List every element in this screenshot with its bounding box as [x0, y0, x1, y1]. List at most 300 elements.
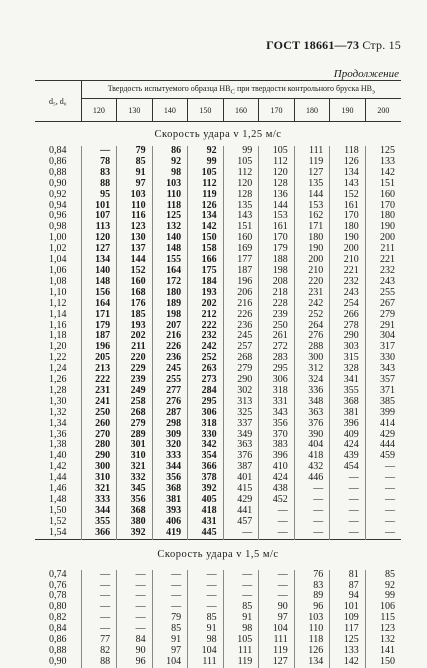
hardness-cell: 406 — [152, 517, 188, 528]
table-row — [35, 506, 401, 517]
section-header — [35, 122, 401, 147]
hardness-cell: 106 — [365, 602, 401, 613]
hardness-cell: 415 — [223, 484, 259, 495]
diameter-cell: 0,86 — [49, 155, 67, 167]
diameter-cell: 1,00 — [49, 232, 67, 244]
hardness-cell: 169 — [223, 244, 259, 255]
hardness-cell: 396 — [259, 451, 295, 462]
hardness-cell: 155 — [152, 255, 188, 266]
hardness-cell: — — [188, 591, 224, 602]
diameter-cell: 1,28 — [49, 384, 67, 396]
hardness-cell: — — [330, 517, 366, 528]
hardness-cell: 261 — [259, 331, 295, 342]
hardness-cell: 141 — [365, 646, 401, 657]
hardness-cell: 255 — [152, 375, 188, 386]
hardness-cell: 161 — [259, 222, 295, 233]
diameter-cell: 1,42 — [49, 461, 67, 473]
hardness-cell: — — [81, 146, 117, 157]
hardness-cell: 431 — [188, 517, 224, 528]
hardness-cell: 184 — [188, 277, 224, 288]
hardness-cell: 393 — [152, 506, 188, 517]
hardness-cell: 97 — [152, 646, 188, 657]
hardness-cell: 166 — [188, 255, 224, 266]
hardness-cell: 349 — [223, 430, 259, 441]
hardness-cell: 454 — [330, 462, 366, 473]
hardness-cell: 272 — [259, 342, 295, 353]
hardness-cell: 252 — [188, 353, 224, 364]
hardness-cell: 140 — [152, 233, 188, 244]
diameter-cell: 1,02 — [49, 243, 67, 255]
hardness-cell: — — [117, 624, 153, 635]
column-header: 200 — [365, 99, 401, 122]
hardness-note-sub: э — [372, 88, 375, 96]
hardness-cell: 212 — [188, 310, 224, 321]
hardness-cell: 331 — [259, 397, 295, 408]
hardness-cell: 105 — [223, 635, 259, 646]
table-row — [35, 484, 401, 495]
hardness-cell: 328 — [330, 364, 366, 375]
hardness-cell: — — [294, 484, 330, 495]
hardness-cell: — — [188, 581, 224, 592]
hardness-cell: 97 — [259, 613, 295, 624]
hardness-cell: — — [365, 528, 401, 539]
hardness-cell: 333 — [152, 451, 188, 462]
hardness-cell: 310 — [117, 451, 153, 462]
hardness-cell: 226 — [152, 342, 188, 353]
hardness-cell: 236 — [223, 321, 259, 332]
hardness-cell: 98 — [188, 635, 224, 646]
diameter-cell: 1,30 — [49, 395, 67, 407]
hardness-cell: 318 — [188, 419, 224, 430]
hardness-header — [81, 81, 401, 99]
hardness-cell: 254 — [330, 299, 366, 310]
hardness-cell: 110 — [117, 201, 153, 212]
hardness-cell: 148 — [81, 277, 117, 288]
hardness-cell: 381 — [152, 495, 188, 506]
hardness-cell: 231 — [81, 386, 117, 397]
hardness-cell: 252 — [294, 310, 330, 321]
hardness-cell: 387 — [223, 462, 259, 473]
diameter-cell: 1,04 — [49, 254, 67, 266]
hardness-cell: 190 — [365, 222, 401, 233]
hardness-cell: 135 — [294, 179, 330, 190]
hardness-cell: 342 — [188, 440, 224, 451]
hardness-cell: 190 — [294, 244, 330, 255]
hardness-cell: — — [223, 570, 259, 581]
hardness-cell: 429 — [223, 495, 259, 506]
hardness-cell: 267 — [365, 299, 401, 310]
hardness-cell: 94 — [330, 591, 366, 602]
diameter-cell: 1,40 — [49, 450, 67, 462]
hardness-cell: 117 — [330, 624, 366, 635]
hardness-cell: 290 — [81, 451, 117, 462]
hardness-cell: 130 — [117, 233, 153, 244]
hardness-cell: 344 — [152, 462, 188, 473]
hardness-cell: 356 — [152, 473, 188, 484]
hardness-header-text: Твердость испытуемого образца HB — [107, 83, 231, 93]
hardness-cell: 226 — [223, 310, 259, 321]
hardness-cell: 392 — [188, 484, 224, 495]
hardness-cell: 236 — [152, 353, 188, 364]
hardness-cell: 452 — [259, 495, 295, 506]
hardness-cell: 198 — [152, 310, 188, 321]
hardness-cell: — — [365, 495, 401, 506]
hardness-cell: 457 — [223, 517, 259, 528]
hardness-cell: — — [259, 528, 295, 539]
hardness-cell: 439 — [330, 451, 366, 462]
hardness-cell: 376 — [294, 419, 330, 430]
hardness-cell: 298 — [152, 419, 188, 430]
hardness-cell: 257 — [223, 342, 259, 353]
diameter-cell: 1,52 — [49, 515, 67, 527]
hardness-cell: 127 — [81, 244, 117, 255]
hardness-cell: 111 — [294, 146, 330, 157]
hardness-cell: 418 — [188, 506, 224, 517]
hardness-cell: 205 — [81, 353, 117, 364]
diameter-cell: 0,90 — [49, 655, 67, 667]
hardness-cell: 295 — [259, 364, 295, 375]
hardness-cell: — — [330, 484, 366, 495]
hardness-cell: — — [365, 506, 401, 517]
hardness-cell: 133 — [330, 646, 366, 657]
hardness-cell: 213 — [81, 364, 117, 375]
hardness-cell: 318 — [259, 386, 295, 397]
hardness-cell: 220 — [294, 277, 330, 288]
diameter-cell: 1,22 — [49, 352, 67, 364]
column-header: 170 — [259, 99, 295, 122]
hardness-cell: 222 — [188, 321, 224, 332]
hardness-cell: 78 — [81, 157, 117, 168]
hardness-cell: 414 — [365, 419, 401, 430]
hardness-cell: 216 — [152, 331, 188, 342]
hardness-cell: 263 — [188, 364, 224, 375]
diameter-cell: 0,88 — [49, 644, 67, 656]
hardness-cell: 105 — [259, 146, 295, 157]
hardness-cell: 133 — [365, 157, 401, 168]
hardness-cell: 134 — [81, 255, 117, 266]
hardness-cell: 243 — [365, 277, 401, 288]
hardness-cell: 105 — [188, 168, 224, 179]
hardness-cell: 150 — [365, 657, 401, 668]
hardness-cell: 409 — [330, 430, 366, 441]
standard-number: ГОСТ 18661—73 — [266, 38, 360, 52]
hardness-cell: 92 — [365, 581, 401, 592]
hardness-cell: 110 — [294, 624, 330, 635]
hardness-cell: — — [330, 495, 366, 506]
column-header: 120 — [81, 99, 117, 122]
diameter-cell: 0,86 — [49, 634, 67, 646]
hardness-cell: 119 — [223, 657, 259, 668]
hardness-cell: 179 — [81, 321, 117, 332]
diameter-cell: 0,78 — [49, 590, 67, 602]
hardness-cell: 134 — [330, 168, 366, 179]
hardness-cell: 291 — [365, 321, 401, 332]
table-row — [35, 495, 401, 506]
hardness-cell: — — [152, 602, 188, 613]
hardness-cell: 85 — [223, 602, 259, 613]
hardness-cell: 218 — [259, 288, 295, 299]
hardness-cell: — — [81, 591, 117, 602]
hardness-cell: 189 — [152, 299, 188, 310]
hardness-cell: 125 — [365, 146, 401, 157]
hardness-cell: 258 — [117, 397, 153, 408]
hardness-cell: 120 — [259, 168, 295, 179]
hardness-cell: — — [81, 570, 117, 581]
hardness-cell: 91 — [223, 613, 259, 624]
diameter-cell: 1,06 — [49, 264, 67, 276]
hardness-cell: 126 — [188, 201, 224, 212]
hardness-cell: 441 — [223, 506, 259, 517]
hardness-cell: 111 — [223, 646, 259, 657]
hardness-cell: 383 — [259, 440, 295, 451]
diameter-cell: 1,10 — [49, 286, 67, 298]
column-header: 180 — [294, 99, 330, 122]
hardness-cell: 283 — [259, 353, 295, 364]
hardness-cell: 96 — [117, 657, 153, 668]
hardness-cell: — — [294, 506, 330, 517]
hardness-cell: — — [365, 484, 401, 495]
hardness-cell: 136 — [259, 190, 295, 201]
hardness-cell: 156 — [81, 288, 117, 299]
hardness-cell: 438 — [259, 484, 295, 495]
hardness-cell: 160 — [223, 233, 259, 244]
hardness-cell: 84 — [117, 635, 153, 646]
hardness-cell: 264 — [294, 321, 330, 332]
hardness-cell: 366 — [188, 462, 224, 473]
hardness-cell: 85 — [152, 624, 188, 635]
diameter-cell: 0,96 — [49, 210, 67, 222]
hardness-cell: 113 — [81, 222, 117, 233]
hardness-cell: 188 — [259, 255, 295, 266]
hardness-cell: 392 — [117, 528, 153, 539]
hardness-cell: — — [152, 591, 188, 602]
hardness-cell: 125 — [152, 211, 188, 222]
hardness-cell: 160 — [117, 277, 153, 288]
hardness-cell: 170 — [330, 211, 366, 222]
hardness-cell: 99 — [188, 157, 224, 168]
hardness-cell: 79 — [117, 146, 153, 157]
hardness-cell: 101 — [330, 602, 366, 613]
hardness-cell: 324 — [294, 375, 330, 386]
hardness-cell: 134 — [188, 211, 224, 222]
hardness-cell: 91 — [152, 635, 188, 646]
hardness-cell: 89 — [294, 591, 330, 602]
hardness-cell: 193 — [188, 288, 224, 299]
hardness-cell: 171 — [81, 310, 117, 321]
hardness-cell: 401 — [223, 473, 259, 484]
hardness-cell: 148 — [152, 244, 188, 255]
hardness-cell: — — [81, 624, 117, 635]
hardness-cell: 241 — [81, 397, 117, 408]
diameter-cell: 1,20 — [49, 341, 67, 353]
hardness-cell: 290 — [330, 331, 366, 342]
hardness-cell: 278 — [330, 321, 366, 332]
hardness-cell: 368 — [330, 397, 366, 408]
diameter-cell: 1,08 — [49, 275, 67, 287]
hardness-cell: 119 — [188, 190, 224, 201]
hardness-cell: 255 — [365, 288, 401, 299]
hardness-cell: 250 — [259, 321, 295, 332]
hardness-cell: 96 — [294, 602, 330, 613]
hardness-cell: 366 — [81, 528, 117, 539]
hardness-cell: 312 — [294, 364, 330, 375]
hardness-cell: 144 — [259, 201, 295, 212]
hardness-cell: 111 — [259, 635, 295, 646]
diameter-cell: 1,54 — [49, 526, 67, 538]
hardness-cell: 232 — [365, 266, 401, 277]
hardness-cell: 170 — [259, 233, 295, 244]
hardness-cell: 378 — [188, 473, 224, 484]
hardness-cell: 86 — [152, 146, 188, 157]
section-header — [35, 540, 401, 570]
hardness-cell: 202 — [117, 331, 153, 342]
diameter-cell: 1,46 — [49, 483, 67, 495]
hardness-cell: 150 — [188, 233, 224, 244]
table-row — [35, 581, 401, 592]
page-header — [266, 38, 401, 53]
hardness-cell: 363 — [294, 408, 330, 419]
hardness-cell: 279 — [223, 364, 259, 375]
hardness-cell: 355 — [81, 517, 117, 528]
hardness-cell: 290 — [223, 375, 259, 386]
hardness-cell: 390 — [294, 430, 330, 441]
hardness-cell: 112 — [223, 168, 259, 179]
diameter-cell: 1,16 — [49, 319, 67, 331]
hardness-cell: 321 — [81, 484, 117, 495]
diameter-cell: 1,34 — [49, 417, 67, 429]
hardness-cell: 242 — [188, 342, 224, 353]
hardness-cell: 309 — [152, 430, 188, 441]
hardness-cell: 341 — [330, 375, 366, 386]
hardness-cell: 266 — [330, 310, 366, 321]
hardness-cell: 302 — [223, 386, 259, 397]
hardness-cell: 363 — [223, 440, 259, 451]
hardness-cell: — — [152, 570, 188, 581]
hardness-cell: 232 — [188, 331, 224, 342]
hardness-cell: 180 — [294, 233, 330, 244]
hardness-cell: 98 — [223, 624, 259, 635]
hardness-cell: 179 — [259, 244, 295, 255]
hardness-cell: 120 — [81, 233, 117, 244]
diameter-cell: 0,84 — [49, 623, 67, 635]
diameter-cell: 1,38 — [49, 439, 67, 451]
page-number: Стр. 15 — [362, 38, 401, 52]
hardness-cell: 276 — [152, 397, 188, 408]
table-row — [35, 473, 401, 484]
hardness-cell: 288 — [294, 342, 330, 353]
diameter-cell: 0,76 — [49, 579, 67, 591]
hardness-cell: 92 — [188, 146, 224, 157]
column-header: 130 — [117, 99, 153, 122]
hardness-cell: 196 — [223, 277, 259, 288]
table-row — [35, 657, 401, 668]
hardness-cell: 85 — [188, 613, 224, 624]
hardness-cell: 260 — [81, 419, 117, 430]
hardness-cell: 104 — [259, 624, 295, 635]
hardness-cell: 445 — [188, 528, 224, 539]
hardness-cell: 99 — [365, 591, 401, 602]
hardness-cell: 97 — [117, 179, 153, 190]
hardness-cell: 90 — [117, 646, 153, 657]
hardness-cell: 273 — [188, 375, 224, 386]
hardness-table — [35, 80, 401, 668]
hardness-cell: 153 — [259, 211, 295, 222]
hardness-cell: 200 — [365, 233, 401, 244]
hardness-cell: 216 — [223, 299, 259, 310]
hardness-cell: 344 — [81, 506, 117, 517]
diameter-cell: 0,92 — [49, 188, 67, 200]
hardness-cell: 180 — [365, 211, 401, 222]
hardness-cell: 176 — [117, 299, 153, 310]
hardness-cell: 385 — [365, 397, 401, 408]
diameter-cell: 0,74 — [49, 568, 67, 580]
hardness-cell: — — [188, 570, 224, 581]
diameter-cell: 1,14 — [49, 308, 67, 320]
diameter-cell: 0,94 — [49, 199, 67, 211]
hardness-cell: 170 — [365, 201, 401, 212]
hardness-cell: 143 — [330, 179, 366, 190]
hardness-cell: 135 — [223, 201, 259, 212]
hardness-cell: 459 — [365, 451, 401, 462]
hardness-cell: 161 — [330, 201, 366, 212]
hardness-cell: 196 — [81, 342, 117, 353]
hardness-cell: 287 — [152, 408, 188, 419]
hardness-cell: 280 — [81, 440, 117, 451]
hardness-cell: 118 — [152, 201, 188, 212]
hardness-cell: 371 — [365, 386, 401, 397]
hardness-cell: 125 — [330, 635, 366, 646]
hardness-cell: 332 — [117, 473, 153, 484]
hardness-cell: 207 — [152, 321, 188, 332]
hardness-cell: — — [188, 602, 224, 613]
hardness-cell: 368 — [152, 484, 188, 495]
hardness-cell: 399 — [365, 408, 401, 419]
hardness-cell: 88 — [81, 657, 117, 668]
hardness-cell: 98 — [152, 168, 188, 179]
hardness-cell: 142 — [330, 657, 366, 668]
hardness-cell: — — [294, 528, 330, 539]
hardness-cell: 200 — [294, 255, 330, 266]
section-label: Скорость удара v 1,5 м/с — [157, 549, 279, 561]
hardness-cell: 320 — [152, 440, 188, 451]
hardness-cell: — — [330, 528, 366, 539]
hardness-cell: 343 — [259, 408, 295, 419]
hardness-cell: — — [259, 517, 295, 528]
hardness-cell: 112 — [188, 179, 224, 190]
hardness-cell: 77 — [81, 635, 117, 646]
hardness-cell: 116 — [117, 211, 153, 222]
diameter-cell: 1,32 — [49, 406, 67, 418]
hardness-cell: 198 — [259, 266, 295, 277]
hardness-cell: — — [223, 528, 259, 539]
table-row — [35, 517, 401, 528]
hardness-cell: 330 — [188, 430, 224, 441]
diameter-cell: 1,18 — [49, 330, 67, 342]
hardness-cell: 424 — [330, 440, 366, 451]
hardness-cell: 153 — [294, 201, 330, 212]
hardness-cell: 380 — [117, 517, 153, 528]
hardness-cell: 83 — [81, 168, 117, 179]
diameter-cell: 1,12 — [49, 297, 67, 309]
diameter-cell: 0,80 — [49, 601, 67, 613]
table-row — [35, 179, 401, 190]
hardness-cell: 81 — [330, 570, 366, 581]
hardness-cell: — — [294, 495, 330, 506]
hardness-cell: 276 — [294, 331, 330, 342]
hardness-cell: 142 — [365, 168, 401, 179]
hardness-cell: 405 — [188, 495, 224, 506]
hardness-cell: 242 — [294, 299, 330, 310]
